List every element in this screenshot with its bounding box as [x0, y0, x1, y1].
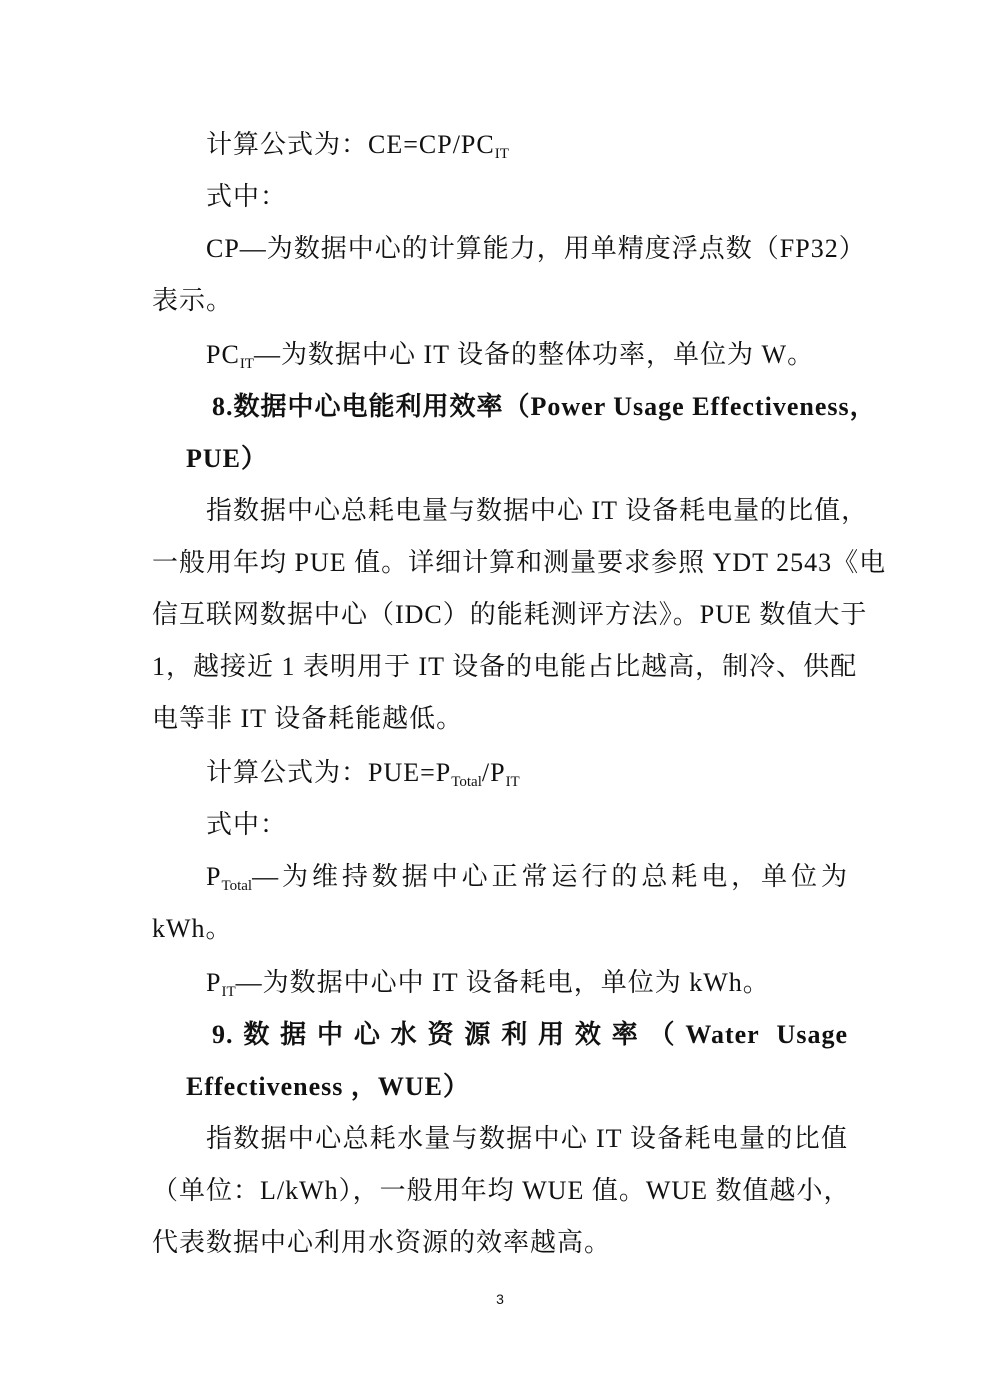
formula-label: 计算公式为：: [206, 130, 369, 159]
pue-paragraph-line: 电等非 IT 设备耗能越低。: [152, 704, 464, 733]
pit-symbol: P: [206, 968, 222, 997]
pue-formula-b: /P: [481, 758, 506, 787]
ptotal-definition-line-2: kWh。: [152, 914, 233, 943]
pit-definition: [206, 966, 848, 1000]
section-9-heading-line-1: 9.数据中心水资源利用效率（Water Usage: [212, 1020, 848, 1049]
section-8-heading-line-2: PUE）: [186, 444, 269, 473]
wue-paragraph-line: 指数据中心总耗水量与数据中心 IT 设备耗电量的比值: [206, 1124, 848, 1153]
wue-paragraph-line: （单位：L/kWh），一般用年均 WUE 值。WUE 数值越小，: [152, 1176, 851, 1205]
pue-paragraph-line: 一般用年均 PUE 值。详细计算和测量要求参照 YDT 2543《电: [152, 548, 887, 577]
ce-formula-line: [206, 128, 848, 162]
pit-subscript: IT: [221, 984, 236, 1000]
cp-definition-line-2: 表示。: [152, 286, 234, 315]
section-8-heading-line-1: 8.数据中心电能利用效率（Power Usage Effectiveness，: [212, 392, 877, 421]
pue-formula-total-subscript: Total: [451, 774, 482, 790]
ce-formula: CE=CP/PC: [368, 130, 495, 159]
pue-paragraph-line: 指数据中心总耗电量与数据中心 IT 设备耗电量的比值，: [206, 496, 869, 525]
pcit-subscript: IT: [239, 356, 254, 372]
ptotal-definition-line-1: [206, 860, 848, 894]
formula-label: 计算公式为：: [206, 758, 369, 787]
pue-paragraph-line: 1，越接近 1 表明用于 IT 设备的电能占比越高，制冷、供配: [152, 652, 858, 681]
wue-paragraph-line: 代表数据中心利用水资源的效率越高。: [152, 1228, 612, 1257]
pue-formula-line: [206, 756, 848, 790]
section-9-heading-line-2: Effectiveness ，WUE）: [186, 1072, 471, 1101]
where-label: 式中：: [206, 182, 288, 211]
ptotal-text: —为维持数据中心正常运行的总耗电，单位为: [252, 862, 848, 891]
pcit-symbol: PC: [206, 340, 240, 369]
pue-paragraph-line: 信互联网数据中心（IDC）的能耗测评方法》。PUE 数值大于: [152, 600, 868, 629]
pcit-definition: [206, 338, 848, 372]
pit-text: —为数据中心中 IT 设备耗电，单位为 kWh。: [235, 968, 770, 997]
formula-subscript: IT: [494, 146, 509, 162]
pcit-text: —为数据中心 IT 设备的整体功率，单位为 W。: [253, 340, 815, 369]
cp-definition-line-1: CP—为数据中心的计算能力，用单精度浮点数（FP32）: [206, 234, 866, 263]
ptotal-symbol: P: [206, 862, 222, 891]
ptotal-subscript: Total: [221, 878, 253, 894]
pue-formula-a: PUE=P: [368, 758, 452, 787]
page-number: 3: [496, 1291, 504, 1307]
pue-formula-it-subscript: IT: [505, 774, 520, 790]
where-label: 式中：: [206, 810, 288, 839]
